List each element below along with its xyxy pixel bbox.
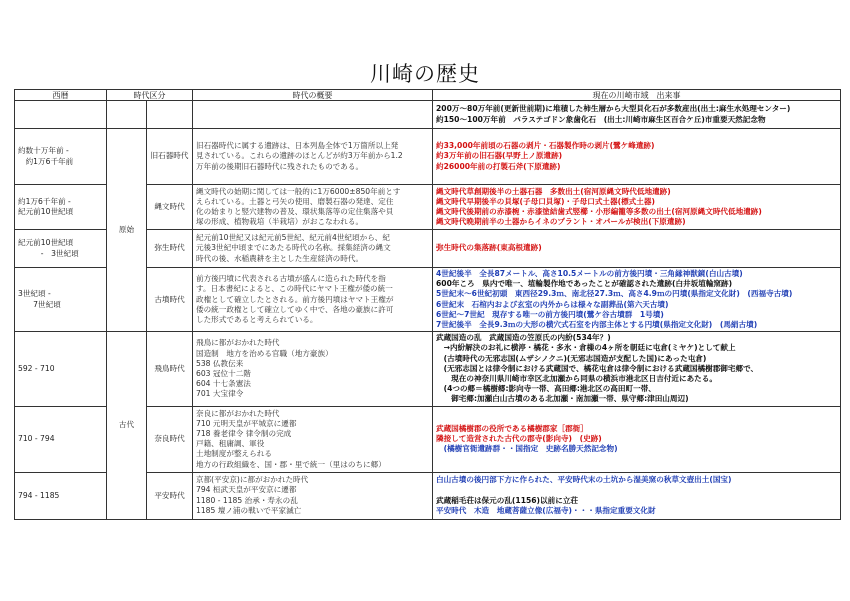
event-line: 約3万年前の旧石器(早野上ノ原遺跡): [436, 151, 563, 161]
era-line: 710 - 794: [18, 434, 55, 444]
era-line: 約1万6千年前 -: [18, 196, 71, 206]
events-cell: [433, 185, 841, 230]
events-cell: [433, 101, 841, 129]
summary-cell: [193, 101, 433, 129]
summary-line: 土地制度が整えられる: [196, 449, 272, 459]
event-line: 4世紀後半 全長87メートル、高さ10.5メートルの前方後円墳・三角縁神獣鏡(白山古墳): [436, 269, 743, 278]
summary-cell: [193, 230, 433, 268]
event-line: (无邪志国とは律令制における武蔵国で、橘花屯倉は律令制における武蔵国橘樹郡御宅郷で、: [436, 363, 759, 373]
summary-line: 地方の行政組織を、国・郡・里で統一（里はのちに郷）: [196, 459, 386, 469]
events-cell: [433, 472, 841, 519]
summary-line: 時代の後、水稲農耕を主とした生産経済の時代。: [196, 253, 364, 263]
table-row: [15, 129, 841, 185]
event-line: 縄文時代草創期後半の土器石器 多数出土(宿河原縄文時代低地遺跡): [436, 186, 671, 196]
summary-cell: [193, 268, 433, 332]
period-cell: [147, 101, 193, 129]
summary-line: 794 桓武天皇が平安京に遷都: [196, 485, 297, 495]
event-line: (4つの郷＝橘樹郷:影向寺一帯、高田郷:港北区の高田町一帯、: [436, 384, 656, 394]
table-row: [15, 101, 841, 129]
event-line: 縄文時代後期前の赤漆椀・赤漆塗結歯式竪櫛・小形編籠等多数の出土(宿河原縄文時代低地遺跡): [436, 207, 762, 216]
summary-line: 縄文時代の始期に関しては一般的に1万6000±850年前とす: [196, 186, 401, 196]
era-cell: [15, 472, 107, 519]
summary-line: す。日本書紀によると、この時代にヤマト王権が倭の統一: [196, 284, 393, 294]
event-line: 縄文時代晩期前半の土器からイネのプラント・オパールが検出(下原遺跡): [436, 217, 686, 227]
events-cell: [433, 406, 841, 472]
summary-line: 旧石器時代に属する遺跡は、日本列島全体で1万箇所以上発: [196, 141, 399, 151]
era-cell: [15, 406, 107, 472]
group-label-genshi: 原始: [107, 129, 147, 332]
era-line: 592 - 710: [18, 363, 55, 373]
event-line: 隣接して造営された古代の郡寺(影向寺) (史跡): [436, 434, 602, 444]
period-cell: 飛鳥時代: [147, 332, 193, 406]
summary-cell: [193, 185, 433, 230]
header-division: 時代区分: [107, 90, 193, 101]
era-line: 7世紀頃: [18, 299, 61, 309]
group-label-kodai: 古代: [107, 332, 147, 519]
event-line: 約33,000年前頃の石器の剥片・石器製作時の剥片(鷺ケ峰遺跡): [436, 141, 655, 151]
era-cell: [15, 268, 107, 332]
summary-line: 見されている。これらの遺跡のほとんどが約3万年前から1.2: [196, 151, 403, 161]
summary-line: 538 仏教伝来: [196, 358, 244, 368]
summary-line: 塚の形成、植物栽培（半栽培）がおこなわれる。: [196, 217, 364, 227]
era-line: 約1万6千年前: [18, 156, 74, 166]
event-line: (古墳時代の无邪志国(ムザシノクニ)(无邪志国造が支配した国)にあった屯倉): [436, 353, 707, 363]
events-cell: [433, 332, 841, 406]
era-line: 約数十万年前 -: [18, 146, 69, 156]
summary-cell: [193, 472, 433, 519]
event-line: 600年ころ 県内で唯一、埴輪製作地であったことが確認された遺跡(白井坂埴輪窯跡): [436, 279, 733, 289]
header-events: 現在の川崎市域 出来事: [433, 90, 841, 101]
event-line: 縄文時代早期後半の貝塚(子母口貝塚)・子母口式土器(標式土器): [436, 196, 655, 206]
header-row: [15, 90, 841, 101]
events-cell: [433, 129, 841, 185]
event-line: [436, 485, 837, 495]
summary-cell: [193, 129, 433, 185]
summary-line: 奈良に都がおかれた時代: [196, 408, 280, 418]
era-line: 紀元前10世紀頃: [18, 238, 74, 248]
summary-line: 1185 壇ノ浦の戦いで平家滅亡: [196, 505, 302, 515]
period-cell: 縄文時代: [147, 185, 193, 230]
summary-line: 紀元前10世紀又は紀元前5世紀、紀元前4世紀頃から、紀: [196, 233, 390, 243]
event-line: 6世紀～7世紀 現存する唯一の前方後円墳(鷺ケ谷古墳群 1号墳): [436, 309, 664, 319]
event-line: 武蔵稲毛荘は保元の乱(1156)以前に立荘: [436, 495, 578, 505]
era-cell: [15, 101, 107, 129]
summary-line: 元後3世紀中頃までにあたる時代の名称。採集経済の縄文: [196, 243, 391, 253]
summary-line: 戸籍、租庸調、軍役: [196, 439, 265, 449]
summary-line: 国造制 地方を治める官職（地方豪族）: [196, 348, 333, 358]
summary-cell: [193, 406, 433, 472]
event-line: 白山古墳の後円部下方に作られた、平安時代末の土坑から湿美窯の秋草文壺出土(国宝): [436, 475, 732, 485]
summary-line: 倭の統一政権として確立してゆく中で、各地の豪族に許可: [196, 304, 394, 314]
summary-line: 前方後円墳に代表される古墳が盛んに造られた時代を指: [196, 274, 386, 284]
period-cell: 弥生時代: [147, 230, 193, 268]
era-line: 794 - 1185: [18, 490, 60, 500]
event-line: 7世紀後半 全長9.3ｍの大形の横穴式石室を内部主体とする円墳(県指定文化財) (馬絹古墳): [436, 320, 758, 330]
events-cell: [433, 230, 841, 268]
era-cell: [15, 185, 107, 230]
header-summary: 時代の概要: [193, 90, 433, 101]
era-line: 紀元前10世紀頃: [18, 207, 74, 216]
event-line: (橘樹官衙遺跡群・・国指定 史跡名勝天然記念物): [436, 444, 618, 454]
table-row: [15, 332, 841, 406]
summary-line: 万年前の後期旧石器時代に残されたものである。: [196, 161, 364, 171]
summary-line: 化の始まりと竪穴建物の普及、環状集落等の定住集落や貝: [196, 207, 394, 216]
event-line: 200万～80万年前(更新世前期)に堆積した柿生層から大型貝化石が多数産出(出土:麻生水処理センター): [436, 104, 791, 114]
summary-line: 政権として確立したとされる。前方後円墳はヤマト王権が: [196, 294, 394, 304]
era-cell: [15, 332, 107, 406]
event-line: 5世紀末～6世紀初頭 東西径29.3ｍ、南北径27.3ｍ、高さ4.9ｍの円墳(県指定文化財) (西福寺古墳): [436, 289, 793, 299]
period-cell: 奈良時代: [147, 406, 193, 472]
era-cell: [15, 129, 107, 185]
period-cell: 旧石器時代: [147, 129, 193, 185]
history-table: [14, 89, 841, 520]
period-cell: 古墳時代: [147, 268, 193, 332]
events-cell: [433, 268, 841, 332]
summary-line: 1180 - 1185 治承・寿永の乱: [196, 495, 298, 505]
summary-line: えられている。土器と弓矢の使用、磨製石器の発達、定住: [196, 196, 394, 206]
summary-line: 701 大宝律令: [196, 389, 244, 399]
header-era: 西暦: [15, 90, 107, 101]
event-line: 御宅郷:加瀬白山古墳のある北加瀬・南加瀬一帯、県守郷:津田山周辺): [436, 394, 689, 404]
event-line: 6世紀末 石棺内および玄室の内外からは様々な副葬品(第六天古墳): [436, 299, 669, 309]
event-line: 平安時代 木造 地蔵菩薩立像(広福寺)・・・県指定重要文化財: [436, 505, 656, 515]
era-line: 3世紀頃 -: [18, 289, 51, 299]
event-line: 武蔵国橘樹郡の役所である橘樹郡家［郡衙］: [436, 423, 588, 433]
event-line: 現在の神奈川県川崎市幸区北加瀬から同県の横浜市港北区日吉付近にあたる。: [436, 374, 717, 384]
summary-line: 718 養老律令 律令制の完成: [196, 428, 292, 438]
summary-line: 飛鳥に都がおかれた時代: [196, 338, 280, 348]
summary-line: 710 元明天皇が平城京に遷都: [196, 418, 297, 428]
era-cell: [15, 230, 107, 268]
summary-line: した形式であると考えられている。: [196, 314, 318, 324]
summary-line: 京都(平安京)に都がおかれた時代: [196, 475, 309, 485]
summary-line: 603 冠位十二階: [196, 368, 251, 378]
group-cell: [107, 101, 147, 129]
era-line: - 3世紀頃: [18, 248, 79, 258]
summary-cell: [193, 332, 433, 406]
page-title: 川崎の歴史: [370, 62, 480, 86]
event-line: 武蔵国造の乱 武蔵国造の笠原氏の内紛(534年？): [436, 333, 611, 343]
summary-line: 604 十七条憲法: [196, 379, 251, 389]
period-cell: 平安時代: [147, 472, 193, 519]
event-line: →内紛解決のお礼に横渟・橘花・多氷・倉樔の4ヶ所を朝廷に屯倉(ミヤケ)として献上: [436, 343, 736, 353]
event-line: 約26000年前の打製石斧(下原遺跡): [436, 161, 561, 171]
event-line: 弥生時代の集落跡(東高根遺跡): [436, 243, 542, 253]
event-line: 約150～100万年前 パラステゴドン象歯化石 (出土:川崎市麻生区百合ケ丘)市重要天然記念物: [436, 114, 766, 124]
